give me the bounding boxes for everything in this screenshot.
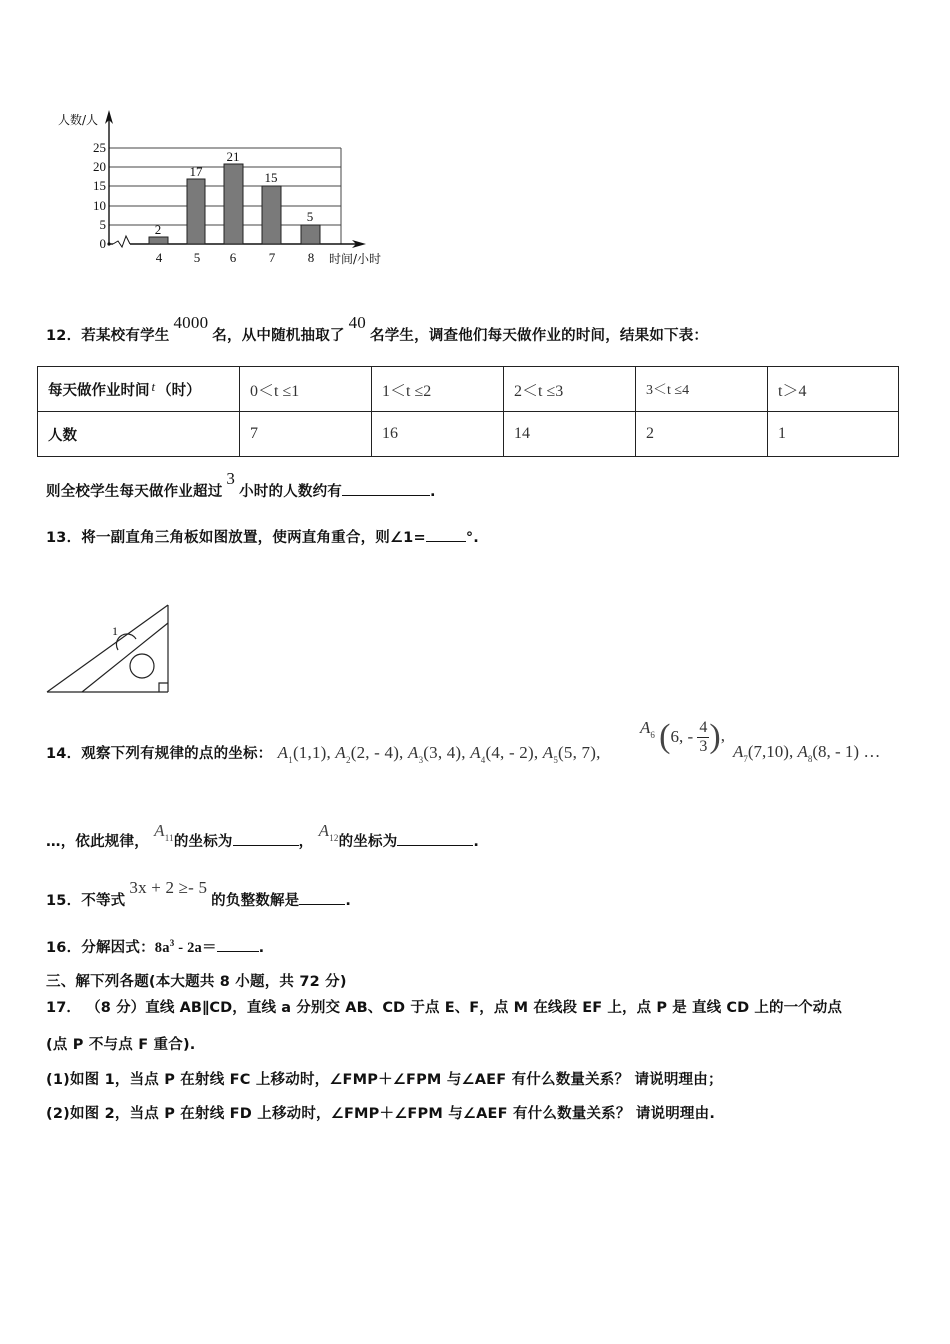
bar-chart-svg: [40, 100, 400, 280]
question-number: 14．: [46, 746, 82, 762]
bar-label-4: 2: [154, 222, 162, 237]
question-12: 12．若某校有学生4000名，从中随机抽取了40名学生，调查他们每天做作业的时间，结果如下表：: [46, 313, 709, 344]
table-cell: 16: [372, 412, 504, 457]
table-cell: 1＜t ≤2: [372, 367, 504, 412]
question-17-line2: (点 P 不与点 F 重合).: [46, 1037, 196, 1053]
bar-label-5: 17: [189, 164, 203, 179]
question-16: 16．分解因式：$8a^3 - 2a=$ .: [46, 938, 265, 956]
hours-value: 3: [226, 469, 236, 488]
x-axis-label: 时间/小时: [329, 252, 382, 266]
question-17-part1: (1)如图 1，当点 P 在射线 FC 上移动时，∠FMP＋∠FPM 与∠AEF 有什么数量关系？ 请说明理由；: [46, 1072, 723, 1088]
svg-text:6: 6: [229, 250, 237, 265]
total-students: 4000: [173, 313, 209, 332]
answer-blank[interactable]: [342, 481, 430, 496]
question-17-line1: 17． （8 分）直线 AB∥CD，直线 a 分别交 AB、CD 于点 E、F，点 M 在线段 EF 上，点 P 是 直线 CD 上的一个动点: [46, 1000, 842, 1016]
table-cell: 2: [636, 412, 768, 457]
table-row: [38, 412, 899, 457]
svg-text:7: 7: [268, 250, 276, 265]
bar-label-7: 15: [264, 170, 278, 185]
point-a6: $A_6$ (6, - $\frac{4}{3}$ ),: [640, 717, 725, 755]
table-header-cell: 人数: [38, 412, 240, 457]
sample-size: 40: [348, 313, 367, 332]
svg-text:5: 5: [193, 250, 201, 265]
question-number: 15．: [46, 893, 82, 909]
bar-label-6: 21: [226, 149, 240, 164]
angle-label: 1: [112, 624, 118, 638]
triangle-figure: [40, 595, 180, 700]
question-14-line2: …，依此规律， $A_{11}$的坐标为 ， $A_{12}$的坐标为 .: [46, 821, 480, 850]
answer-blank-a11[interactable]: [233, 831, 299, 846]
inequality: 3x + 2 ≥- 5: [129, 878, 208, 897]
svg-text:20: 20: [93, 159, 106, 174]
question-15: 15．不等式3x + 2 ≥- 5的负整数解是 .: [46, 878, 352, 909]
answer-blank[interactable]: [217, 937, 259, 952]
question-13: 13．将一副直角三角板如图放置，使两直角重合，则∠1= °.: [46, 526, 479, 547]
section-heading: 三、解下列各题(本大题共 8 小题，共 72 分): [46, 974, 347, 990]
table-cell: 2＜t ≤3: [504, 367, 636, 412]
svg-text:0: 0: [99, 236, 106, 251]
question-17-part2: (2)如图 2，当点 P 在射线 FD 上移动时，∠FMP＋∠FPM 与∠AEF 有什么数量关系？ 请说明理由.: [46, 1106, 716, 1122]
homework-time-table: [37, 366, 899, 457]
question-number: 16．: [46, 940, 82, 956]
answer-blank-a12[interactable]: [397, 831, 473, 846]
table-cell: t＞4: [768, 367, 899, 412]
question-14: 14．观察下列有规律的点的坐标： $A_1(1,1)$, $A_2(2$, - 4), $A_3(3$, 4), $A_4(4$, - 2), $A_5(5$, 7),: [46, 743, 601, 765]
bar-chart-figure: [40, 100, 400, 280]
table-cell: 1: [768, 412, 899, 457]
table-cell: 7: [240, 412, 372, 457]
table-cell: 3＜t ≤4: [636, 367, 768, 412]
table-header-cell: 每天做作业时间 t （时）: [38, 367, 240, 412]
answer-blank[interactable]: [299, 890, 345, 905]
answer-blank[interactable]: [426, 527, 466, 542]
question-number: 13．: [46, 530, 82, 546]
table-cell: 0＜t ≤1: [240, 367, 372, 412]
point-list-continued: $A_7(7,10)$, $A_8(8$, - 1) …: [733, 742, 881, 764]
point-list: $A_1(1,1)$, $A_2(2$, - 4), $A_3(3$, 4), $A_4(4$, - 2), $A_5(5$, 7),: [277, 743, 601, 765]
bar-label-8: 5: [306, 209, 314, 224]
svg-text:10: 10: [93, 198, 106, 213]
svg-text:5: 5: [99, 217, 106, 232]
question-12-followup: 则全校学生每天做作业超过3小时的人数约有 .: [46, 469, 436, 500]
svg-text:25: 25: [93, 140, 106, 155]
question-number: 12．: [46, 328, 82, 344]
svg-text:4: 4: [155, 250, 163, 265]
expression: $8a^3 - 2a=$: [154, 938, 217, 956]
svg-text:8: 8: [307, 250, 315, 265]
y-axis-label: 人数/人: [58, 113, 99, 127]
table-cell: 14: [504, 412, 636, 457]
svg-text:15: 15: [93, 178, 106, 193]
table-row: [38, 367, 899, 412]
